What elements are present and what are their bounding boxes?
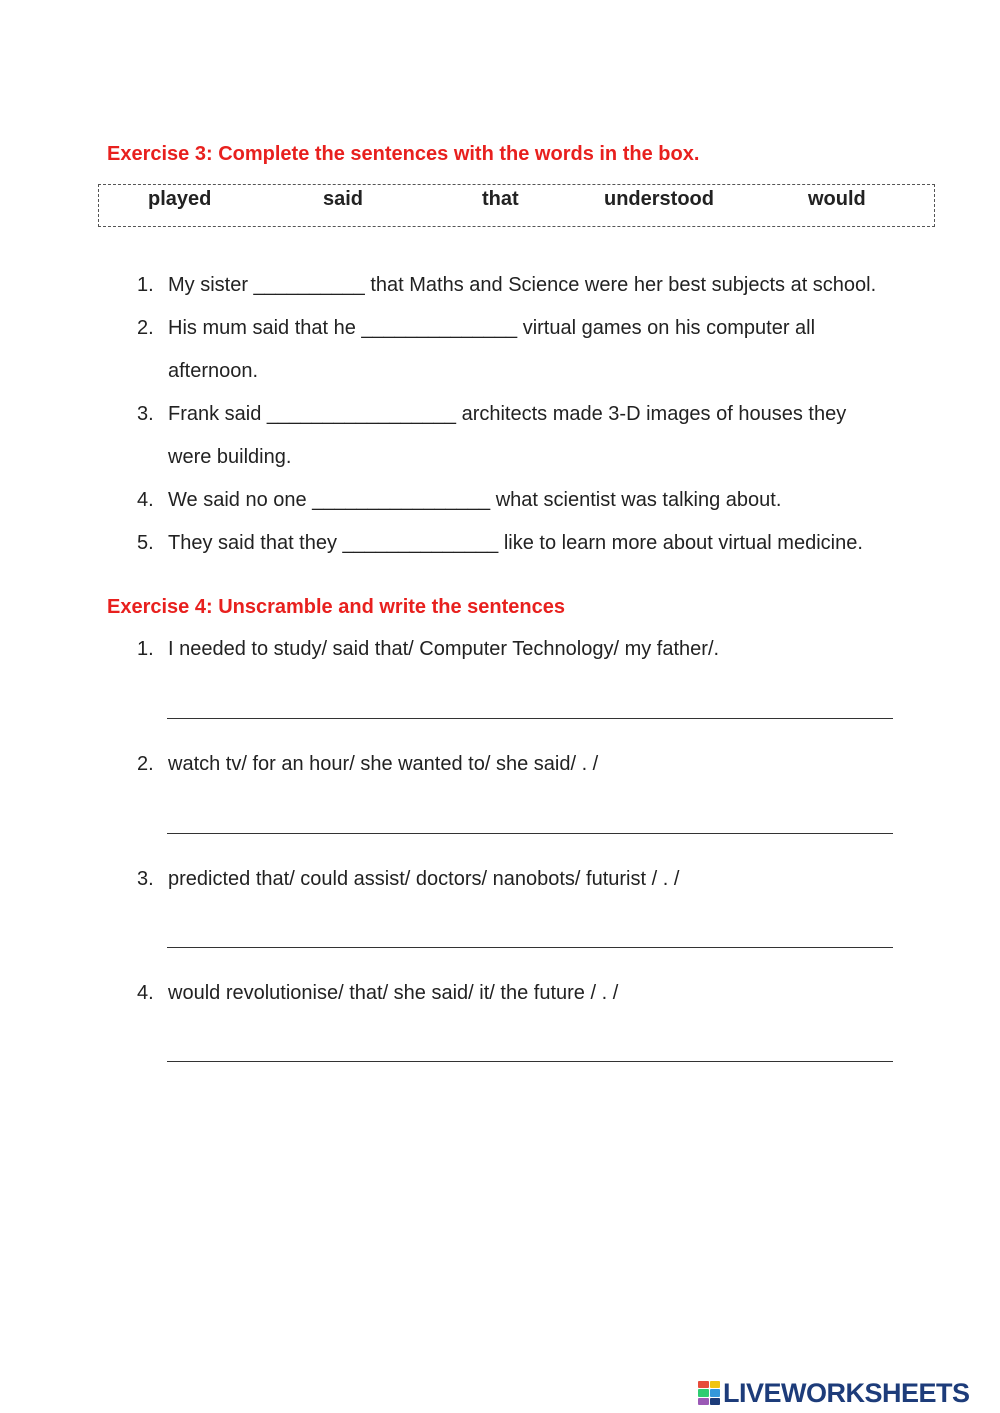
answer-line-3[interactable] [167, 947, 893, 948]
logo-text: LIVEWORKSHEETS [723, 1377, 970, 1408]
item-text: We said no one ________________ what scientist was talking about. [168, 489, 782, 511]
answer-line-1[interactable] [167, 718, 893, 719]
word-box-item: would [808, 188, 866, 210]
exercise-3-title: Exercise 3: Complete the sentences with the words in the box. [107, 143, 700, 165]
item-number: 3. [137, 868, 154, 890]
item-number: 1. [137, 274, 154, 296]
answer-line-2[interactable] [167, 833, 893, 834]
item-number: 1. [137, 638, 154, 660]
item-text: They said that they ______________ like to learn more about virtual medicine. [168, 532, 863, 554]
item-text: would revolutionise/ that/ she said/ it/ the future / . / [168, 982, 619, 1004]
word-box-item: played [148, 188, 212, 210]
liveworksheets-logo [698, 1378, 970, 1408]
item-text: afternoon. [168, 360, 259, 382]
item-number: 3. [137, 403, 154, 425]
item-number: 4. [137, 982, 154, 1004]
item-text: predicted that/ could assist/ doctors/ nanobots/ futurist / . / [168, 868, 680, 890]
word-box-item: said [323, 188, 364, 210]
word-box-item: understood [604, 188, 714, 210]
item-text: My sister __________ that Maths and Science were her best subjects at school. [168, 274, 877, 296]
word-box-item: that [482, 188, 519, 210]
item-number: 2. [137, 317, 154, 339]
item-text: watch tv/ for an hour/ she wanted to/ she said/ . / [168, 753, 599, 775]
item-number: 4. [137, 489, 154, 511]
logo-mark-icon [698, 1381, 720, 1405]
item-text: Frank said _________________ architects made 3-D images of houses they [168, 403, 847, 425]
answer-line-4[interactable] [167, 1061, 893, 1062]
item-text: I needed to study/ said that/ Computer Technology/ my father/. [168, 638, 720, 660]
item-number: 2. [137, 753, 154, 775]
item-text: were building. [168, 446, 292, 468]
exercise-4-title: Exercise 4: Unscramble and write the sentences [107, 596, 565, 618]
item-number: 5. [137, 532, 154, 554]
item-text: His mum said that he ______________ virtual games on his computer all [168, 317, 816, 339]
